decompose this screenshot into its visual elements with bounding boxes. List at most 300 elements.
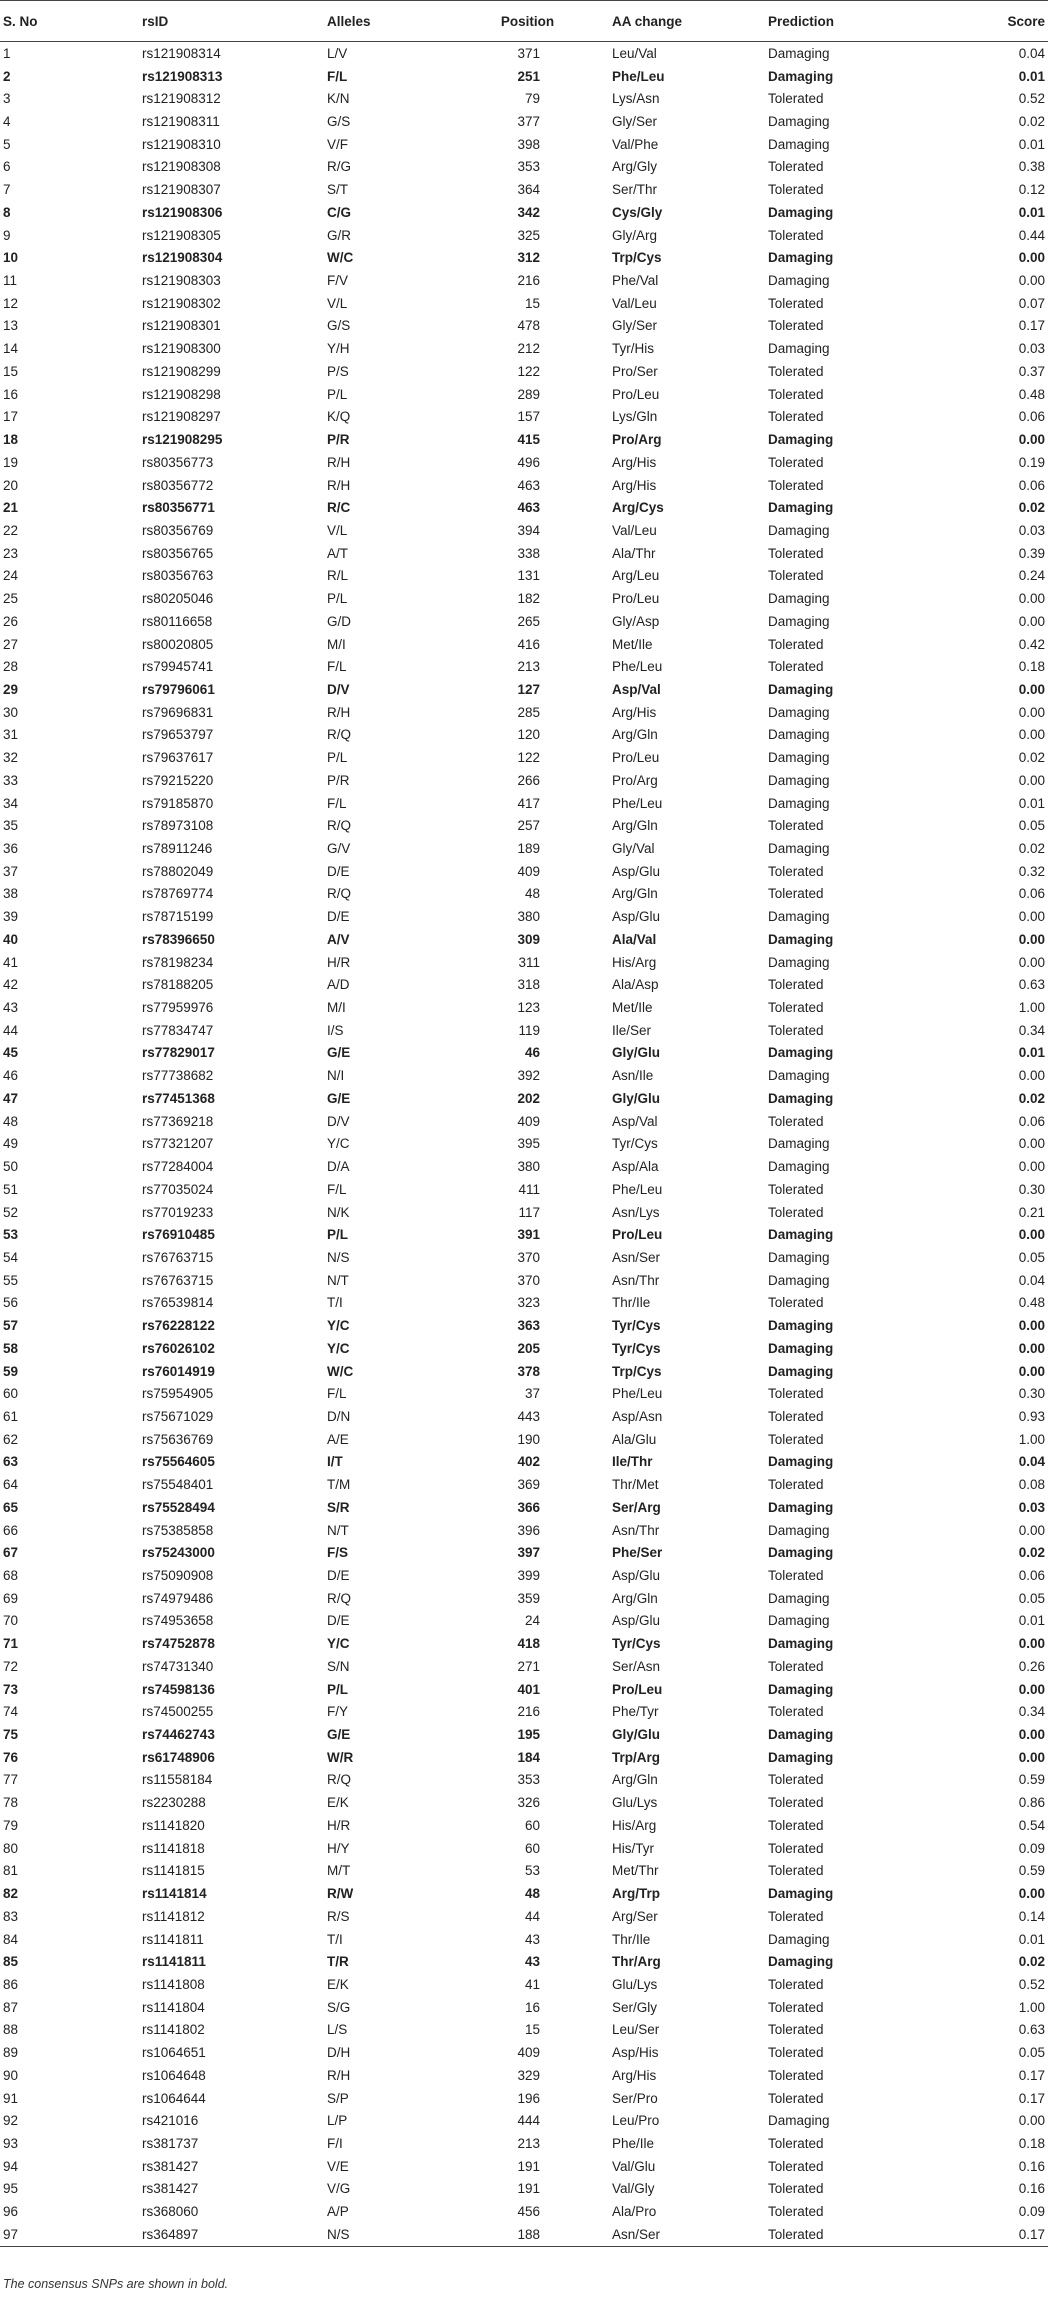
table-row [0,769,1048,792]
cell-position: 395 [517,1136,540,1152]
cell-aa-change: Pro/Arg [612,772,658,788]
table-row [0,133,1048,156]
cell-rsid: rs121908303 [142,273,221,289]
cell-alleles: N/T [327,1272,349,1288]
cell-position: 123 [517,1000,540,1016]
cell-position: 46 [524,1045,540,1061]
cell-position: 409 [517,1113,540,1129]
cell-score: 0.06 [1018,477,1045,493]
cell-position: 478 [517,318,540,334]
cell-score: 0.30 [1018,1181,1045,1197]
cell-alleles: D/E [327,909,350,925]
cell-prediction: Tolerated [768,1000,824,1016]
cell-alleles: P/S [327,363,349,379]
table-row [0,1769,1048,1792]
cell-position: 397 [517,1545,540,1561]
cell-aa-change: Arg/Ser [612,1908,658,1924]
cell-rsid: rs75954905 [142,1386,214,1402]
cell-position: 463 [517,500,540,516]
cell-prediction: Damaging [768,500,834,516]
cell-aa-change: Asp/His [612,2045,659,2061]
cell-score: 0.00 [1018,613,1045,629]
table-row [0,315,1048,338]
cell-aa-change: Ser/Arg [612,1499,661,1515]
cell-score: 0.00 [1018,1136,1045,1152]
cell-position: 369 [517,1477,540,1493]
table-row [0,1587,1048,1610]
cell-aa-change: Asn/Thr [612,1272,660,1288]
cell-prediction: Damaging [768,931,834,947]
cell-rsid: rs1141808 [142,1976,205,1992]
cell-position: 24 [524,1613,540,1629]
cell-position: 409 [517,2045,540,2061]
cell-sno: 95 [3,2181,19,2197]
cell-aa-change: Ser/Asn [612,1658,661,1674]
cell-aa-change: Pro/Leu [612,386,660,402]
table-row [0,2132,1048,2155]
cell-score: 0.12 [1018,182,1045,198]
cell-score: 0.09 [1018,2204,1045,2220]
cell-aa-change: Asp/Ala [612,1159,659,1175]
cell-score: 0.02 [1018,114,1045,130]
table-row [0,201,1048,224]
cell-score: 0.05 [1018,1590,1045,1606]
cell-position: 285 [517,704,540,720]
cell-position: 37 [524,1386,540,1402]
cell-position: 216 [517,273,540,289]
cell-aa-change: Lys/Gln [612,409,658,425]
cell-score: 1.00 [1018,1999,1045,2015]
cell-aa-change: Pro/Leu [612,750,660,766]
cell-sno: 22 [3,522,19,538]
header-prediction: Prediction [768,1,908,42]
cell-position: 265 [517,613,540,629]
cell-score: 0.39 [1018,545,1045,561]
cell-score: 0.32 [1018,863,1045,879]
cell-aa-change: Trp/Arg [612,1749,661,1765]
cell-score: 0.00 [1018,704,1045,720]
table-row [0,65,1048,88]
cell-sno: 65 [3,1499,19,1515]
cell-sno: 23 [3,545,19,561]
cell-rsid: rs121908299 [142,363,221,379]
cell-aa-change: Ala/Glu [612,1431,657,1447]
cell-alleles: D/E [327,863,350,879]
cell-aa-change: Leu/Ser [612,2022,660,2038]
cell-prediction: Damaging [768,1068,830,1084]
cell-rsid: rs121908311 [142,114,220,130]
cell-prediction: Tolerated [768,2204,824,2220]
table-row [0,2109,1048,2132]
table-row [0,156,1048,179]
cell-aa-change: Arg/His [612,2067,657,2083]
cell-score: 0.48 [1018,386,1045,402]
cell-sno: 73 [3,1681,19,1697]
cell-rsid: rs80205046 [142,591,214,607]
cell-rsid: rs77959976 [142,1000,214,1016]
cell-position: 396 [517,1522,540,1538]
cell-rsid: rs80356771 [142,500,215,516]
cell-prediction: Tolerated [768,1295,824,1311]
cell-rsid: rs121908308 [142,159,221,175]
cell-score: 0.59 [1018,1863,1045,1879]
cell-score: 0.17 [908,2223,1048,2246]
cell-rsid: rs1141814 [142,1886,207,1902]
cell-aa-change: Pro/Leu [612,1681,663,1697]
table-row [0,383,1048,406]
cell-aa-change: Met/Ile [612,636,653,652]
table-row [0,1655,1048,1678]
cell-position: 380 [517,909,540,925]
cell-alleles: I/T [327,1454,343,1470]
cell-score: 0.30 [1018,1386,1045,1402]
cell-sno: 87 [3,1999,19,2015]
cell-aa-change: Met/Thr [612,1863,659,1879]
cell-score: 0.00 [1018,954,1045,970]
cell-aa-change: Arg/His [612,704,657,720]
cell-alleles: N/S [327,2223,473,2246]
cell-alleles: Y/C [327,1340,350,1356]
cell-aa-change: Arg/Gln [612,818,658,834]
cell-aa-change: Pro/Leu [612,1227,663,1243]
cell-alleles: N/T [327,1522,349,1538]
cell-score: 0.17 [1018,318,1045,334]
cell-position: 205 [517,1340,540,1356]
cell-aa-change: Glu/Lys [612,1976,658,1992]
cell-rsid: rs76026102 [142,1340,215,1356]
cell-score: 0.00 [1018,1522,1045,1538]
cell-position: 329 [517,2067,540,2083]
cell-prediction: Tolerated [768,1113,824,1129]
cell-aa-change: Thr/Arg [612,1954,661,1970]
cell-position: 371 [517,45,540,61]
cell-position: 353 [517,1772,540,1788]
cell-sno: 45 [3,1045,19,1061]
cell-rsid: rs381427 [142,2181,199,2197]
cell-alleles: C/G [327,204,352,220]
cell-prediction: Tolerated [768,363,824,379]
cell-sno: 15 [3,363,19,379]
cell-prediction: Damaging [768,909,830,925]
cell-alleles: R/Q [327,727,352,743]
cell-rsid: rs1064648 [142,2067,206,2083]
cell-prediction: Tolerated [768,2158,824,2174]
cell-alleles: K/Q [327,409,351,425]
table-row [0,587,1048,610]
table-row [0,1496,1048,1519]
cell-prediction: Damaging [768,341,830,357]
cell-aa-change: Gly/Ser [612,318,658,334]
cell-prediction: Damaging [768,114,830,130]
cell-position: 311 [518,954,540,970]
cell-position: 213 [517,659,540,675]
cell-rsid: rs1141811 [142,1931,204,1947]
cell-sno: 48 [3,1113,19,1129]
cell-prediction: Tolerated [768,91,824,107]
cell-position: 188 [473,2223,612,2246]
cell-score: 0.06 [1018,409,1045,425]
cell-prediction: Tolerated [768,1817,824,1833]
cell-score: 0.18 [1018,2135,1045,2151]
cell-rsid: rs364897 [142,2223,327,2246]
cell-score: 0.02 [1018,500,1045,516]
cell-aa-change: Ile/Ser [612,1022,652,1038]
cell-prediction: Tolerated [768,1181,824,1197]
cell-score: 0.05 [1018,818,1045,834]
cell-score: 0.09 [1018,1840,1045,1856]
cell-rsid: rs78911246 [142,841,213,857]
table-row [0,2223,1048,2246]
cell-rsid: rs75090908 [142,1568,214,1584]
cell-position: 120 [517,727,540,743]
cell-sno: 82 [3,1886,19,1902]
cell-alleles: A/E [327,1431,349,1447]
table-row [0,1564,1048,1587]
cell-sno: 16 [3,386,19,402]
cell-sno: 29 [3,681,19,697]
cell-position: 216 [517,1704,540,1720]
cell-position: 323 [517,1295,540,1311]
cell-prediction: Tolerated [768,1840,824,1856]
cell-aa-change: Leu/Pro [612,2113,660,2129]
table-row [0,1632,1048,1655]
cell-prediction: Damaging [768,750,830,766]
cell-score: 0.04 [1018,45,1045,61]
cell-aa-change: Trp/Cys [612,250,662,266]
cell-rsid: rs121908297 [142,409,221,425]
cell-score: 0.01 [1018,795,1045,811]
cell-alleles: Y/C [327,1136,350,1152]
cell-alleles: F/L [327,795,347,811]
cell-position: 48 [524,1886,540,1902]
cell-sno: 66 [3,1522,19,1538]
cell-sno: 34 [3,795,19,811]
cell-sno: 89 [3,2045,19,2061]
cell-prediction: Tolerated [768,2223,908,2246]
cell-aa-change: Phe/Val [612,273,659,289]
cell-aa-change: His/Arg [612,954,657,970]
table-row [0,2064,1048,2087]
table-row [0,1314,1048,1337]
cell-aa-change: Arg/His [612,477,657,493]
table-row [0,905,1048,928]
table-row [0,724,1048,747]
cell-rsid: rs121908302 [142,295,221,311]
cell-rsid: rs74953658 [142,1613,214,1629]
cell-prediction: Tolerated [768,1658,824,1674]
cell-score: 0.00 [1018,432,1045,448]
cell-rsid: rs1141802 [142,2022,205,2038]
cell-sno: 63 [3,1454,19,1470]
cell-rsid: rs1141818 [142,1840,205,1856]
cell-score: 0.34 [1018,1704,1045,1720]
cell-sno: 49 [3,1136,19,1152]
cell-alleles: R/C [327,500,351,516]
cell-score: 0.52 [1018,1976,1045,1992]
cell-score: 0.63 [1018,2022,1045,2038]
cell-rsid: rs79696831 [142,704,214,720]
cell-rsid: rs80020805 [142,636,214,652]
cell-sno: 74 [3,1704,19,1720]
cell-prediction: Tolerated [768,159,824,175]
table-row [0,1610,1048,1633]
cell-position: 257 [517,818,540,834]
table-row [0,292,1048,315]
cell-alleles: W/C [327,1363,354,1379]
cell-prediction: Damaging [768,1136,830,1152]
cell-sno: 69 [3,1590,19,1606]
cell-position: 366 [517,1499,540,1515]
cell-prediction: Damaging [768,1931,830,1947]
cell-prediction: Tolerated [768,1863,824,1879]
cell-score: 0.00 [1018,1318,1045,1334]
cell-prediction: Damaging [768,1045,834,1061]
cell-score: 0.03 [1018,1499,1045,1515]
cell-score: 0.04 [1018,1454,1045,1470]
table-row [0,1042,1048,1065]
cell-sno: 86 [3,1976,19,1992]
cell-score: 0.02 [1018,1954,1045,1970]
cell-aa-change: Arg/Cys [612,500,664,516]
cell-alleles: M/I [327,636,346,652]
cell-prediction: Damaging [768,136,830,152]
cell-alleles: V/E [327,2158,349,2174]
cell-prediction: Damaging [768,1636,834,1652]
cell-sno: 97 [0,2223,142,2246]
cell-rsid: rs78715199 [142,909,214,925]
cell-aa-change: Phe/Leu [612,1181,663,1197]
cell-alleles: F/Y [327,1704,349,1720]
cell-sno: 75 [3,1727,19,1743]
cell-aa-change: Asp/Glu [612,909,661,925]
cell-aa-change: Leu/Val [612,45,657,61]
cell-position: 338 [517,545,540,561]
cell-rsid: rs74752878 [142,1636,215,1652]
cell-score: 0.26 [1018,1658,1045,1674]
cell-sno: 20 [3,477,19,493]
cell-aa-change: Arg/His [612,454,657,470]
cell-score: 0.16 [1018,2158,1045,2174]
cell-score: 0.00 [1018,1636,1045,1652]
table-row [0,1928,1048,1951]
cell-prediction: Tolerated [768,568,824,584]
cell-rsid: rs121908300 [142,341,221,357]
cell-position: 251 [517,68,540,84]
cell-alleles: T/M [327,1477,351,1493]
cell-sno: 5 [3,136,11,152]
cell-score: 0.00 [1018,273,1045,289]
cell-prediction: Damaging [768,795,830,811]
cell-prediction: Tolerated [768,2181,824,2197]
cell-position: 401 [517,1681,540,1697]
cell-score: 0.63 [1018,977,1045,993]
cell-sno: 62 [3,1431,19,1447]
table-row [0,1133,1048,1156]
cell-rsid: rs74598136 [142,1681,215,1697]
cell-rsid: rs121908304 [142,250,223,266]
table-row [0,2041,1048,2064]
cell-rsid: rs75671029 [142,1408,214,1424]
cell-prediction: Tolerated [768,818,824,834]
cell-sno: 96 [3,2204,19,2220]
cell-alleles: R/H [327,477,351,493]
table-row [0,792,1048,815]
cell-rsid: rs75528494 [142,1499,215,1515]
cell-sno: 68 [3,1568,19,1584]
table-row [0,1269,1048,1292]
cell-rsid: rs76763715 [142,1249,214,1265]
cell-alleles: F/S [327,1545,349,1561]
cell-alleles: F/L [327,659,347,675]
cell-rsid: rs75564605 [142,1454,215,1470]
cell-prediction: Damaging [768,45,830,61]
cell-position: 53 [524,1863,540,1879]
cell-rsid: rs1064651 [142,2045,206,2061]
cell-sno: 35 [3,818,19,834]
table-row [0,1791,1048,1814]
cell-position: 79 [524,91,540,107]
table-row [0,519,1048,542]
cell-alleles: N/S [327,1249,350,1265]
cell-position: 289 [517,386,540,402]
cell-score: 0.03 [1018,341,1045,357]
cell-rsid: rs121908310 [142,136,221,152]
cell-position: 60 [524,1840,540,1856]
cell-position: 463 [517,477,540,493]
cell-prediction: Damaging [768,1318,834,1334]
table-row [0,1110,1048,1133]
table-row [0,542,1048,565]
cell-sno: 14 [3,341,19,357]
cell-sno: 1 [3,45,11,61]
cell-position: 122 [517,750,540,766]
cell-sno: 56 [3,1295,19,1311]
table-row [0,224,1048,247]
cell-sno: 83 [3,1908,19,1924]
cell-aa-change: Ala/Pro [612,2204,657,2220]
cell-score: 0.54 [1018,1817,1045,1833]
cell-alleles: S/R [327,1499,350,1515]
cell-position: 318 [517,977,540,993]
table-row [0,1087,1048,1110]
cell-sno: 92 [3,2113,19,2129]
cell-position: 202 [517,1090,540,1106]
table-row [0,1882,1048,1905]
cell-sno: 12 [3,295,19,311]
cell-position: 409 [517,863,540,879]
cell-sno: 61 [3,1408,19,1424]
cell-score: 0.44 [1018,227,1045,243]
cell-aa-change: Phe/Tyr [612,1704,659,1720]
cell-position: 60 [524,1817,540,1833]
cell-rsid: rs75548401 [142,1477,214,1493]
cell-sno: 10 [3,250,19,266]
table-body [0,42,1048,2247]
cell-rsid: rs80356763 [142,568,214,584]
cell-alleles: P/R [327,772,350,788]
cell-score: 0.24 [1018,568,1045,584]
cell-prediction: Damaging [768,2113,830,2129]
table-row [0,610,1048,633]
table-row [0,837,1048,860]
cell-sno: 50 [3,1159,19,1175]
cell-prediction: Tolerated [768,886,824,902]
cell-prediction: Tolerated [768,2135,824,2151]
cell-prediction: Tolerated [768,2067,824,2083]
cell-prediction: Tolerated [768,1386,824,1402]
cell-aa-change: Phe/Leu [612,68,665,84]
table-row [0,1723,1048,1746]
